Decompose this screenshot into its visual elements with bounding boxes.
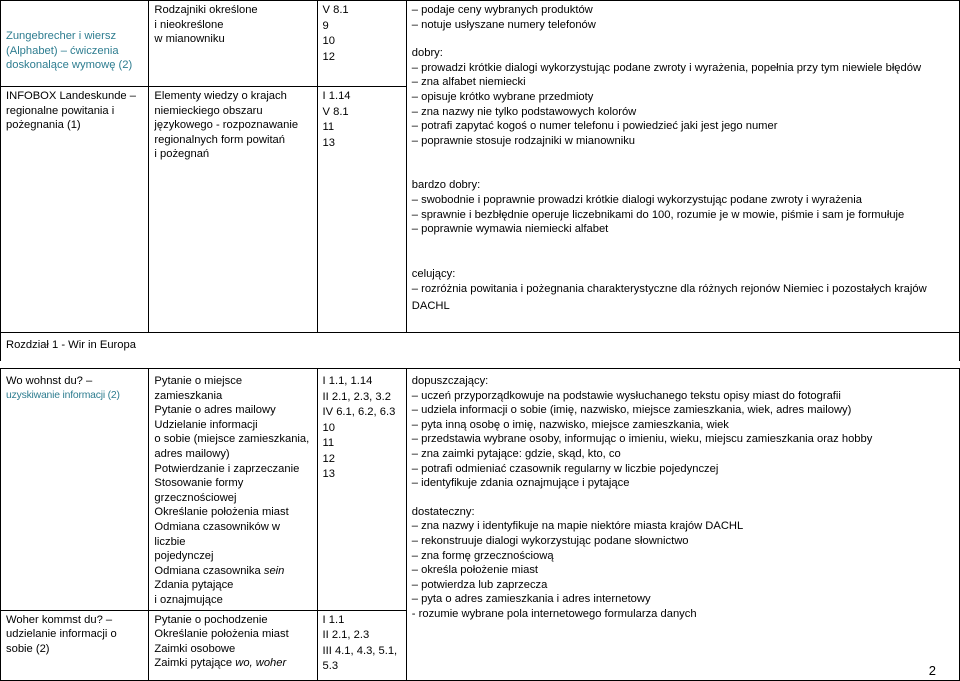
lesson-subtitle: uzyskiwanie informacji (2)	[6, 389, 120, 401]
lesson-title: Woher kommst du? –	[6, 613, 113, 626]
grade-label-celujacy: celujący:	[411, 267, 456, 280]
lesson-title-cell	[1, 369, 149, 611]
lesson-title-cell	[1, 87, 149, 333]
lesson-title-cell	[1, 1, 149, 87]
lesson-title-cell	[1, 610, 149, 680]
grade-label-bardzo-dobry: bardzo dobry:	[411, 179, 481, 192]
table-row	[1, 369, 960, 611]
topics-cell: Pytanie o pochodzenie Określanie położenia miast Zaimki osobowe Zaimki pytające wo, woher	[149, 610, 317, 680]
lesson-title: Wo wohnst du? –	[6, 375, 93, 387]
chapter-row	[1, 333, 960, 362]
page-number: 2	[928, 663, 936, 678]
topics-cell: Elementy wiedzy o krajach niemieckiego obszaru językowego - rozpoznawanie regionalnych form powitań i pożegnań	[149, 87, 317, 333]
topics-cell: Rodzajniki określone i nieokreślone w mianowniku	[149, 1, 317, 87]
topics-cell: Pytanie o miejsce zamieszkania Pytanie o adres mailowy Udzielanie informacji o sobie (miejsce zamieszkania, adres mailowy) Potwierdzanie i zaprzeczanie Stosowanie formy grzecznościowej Określanie położenia miast Odmiana czasowników w liczbie pojedynczej Odmiana czasownika sein Zdania pytające i oznajmujące	[149, 369, 317, 611]
codes-cell: V 8.1 9 10 12	[317, 1, 406, 87]
lesson-subtitle: udzielanie informacji o sobie (2)	[6, 628, 117, 655]
curriculum-table-bottom	[0, 368, 960, 681]
requirements-cell: – podaje ceny wybranych produktów – notuje usłyszane numery telefonów dobry: – prowadzi krótkie dialogi wykorzystując podane zwroty i wyrażenia, popełnia przy tym niewiele błędów – zna alfabet niemiecki – opisuje krótko wybrane przedmioty – zna nazwy nie tylko podstawowych kolorów – potrafi zapytać kogoś o numer telefonu i powiedzieć jaki jest jego numer – poprawnie stosuje rodzajniki w mianowniku bardzo dobry: – swobodnie i poprawnie prowadzi krótkie dialogi wykorzystując podane zwroty i wyrażenia – sprawnie i bezbłędnie operuje liczebnikami do 100, rozumie je w mowie, piśmie i sam je formułuje – poprawnie wymawia niemiecki alfabet celujący: – rozróżnia powitania i pożegnania charakterystyczne dla różnych rejonów Niemiec i pozostałych krajów DACHL	[406, 1, 959, 333]
codes-cell: I 1.14 V 8.1 11 13	[317, 87, 406, 333]
lesson-title: Zungebrecher i wiersz (Alphabet) – ćwiczenia doskonalące wymowę (2)	[6, 30, 133, 72]
grade-label-dopuszczajacy: dopuszczający:	[411, 375, 489, 387]
lesson-title: INFOBOX Landeskunde – regionalne powitania i pożegnania (1)	[6, 90, 136, 132]
grade-label-dobry: dobry:	[411, 47, 443, 60]
codes-cell: I 1.1, 1.14 II 2.1, 2.3, 3.2 IV 6.1, 6.2, 6.3 10 11 12 13	[317, 369, 406, 611]
codes-cell: I 1.1 II 2.1, 2.3 III 4.1, 4.3, 5.1, 5.3	[317, 610, 406, 680]
requirements-cell: dopuszczający: – uczeń przyporządkowuje na podstawie wysłuchanego tekstu opisy miast do fotografii – udziela informacji o sobie (imię, nazwisko, miejsce zamieszkania, wiek, adres mailowy) – pyta inną osobę o imię, nazwisko, miejsce zamieszkania, wiek – przedstawia wybrane osoby, informując o imieniu, wieku, miejscu zamieszkania oraz hobby – zna zaimki pytające: gdzie, skąd, kto, co – potrafi odmieniać czasownik regularny w liczbie pojedynczej – identyfikuje zdania oznajmujące i pytające dostateczny: – zna nazwy i identyfikuje na mapie niektóre miasta krajów DACHL – rekonstruuje dialogi wykorzystując podane słownictwo – zna formę grzecznościową – określa położenie miast – potwierdza lub zaprzecza – pyta o adres zamieszkania i adres internetowy - rozumie wybrane pola internetowego formularza danych	[406, 369, 959, 681]
table-row	[1, 1, 960, 87]
chapter-title: Rozdział 1 - Wir in Europa	[1, 333, 960, 362]
grade-label-dostateczny: dostateczny:	[411, 505, 475, 518]
